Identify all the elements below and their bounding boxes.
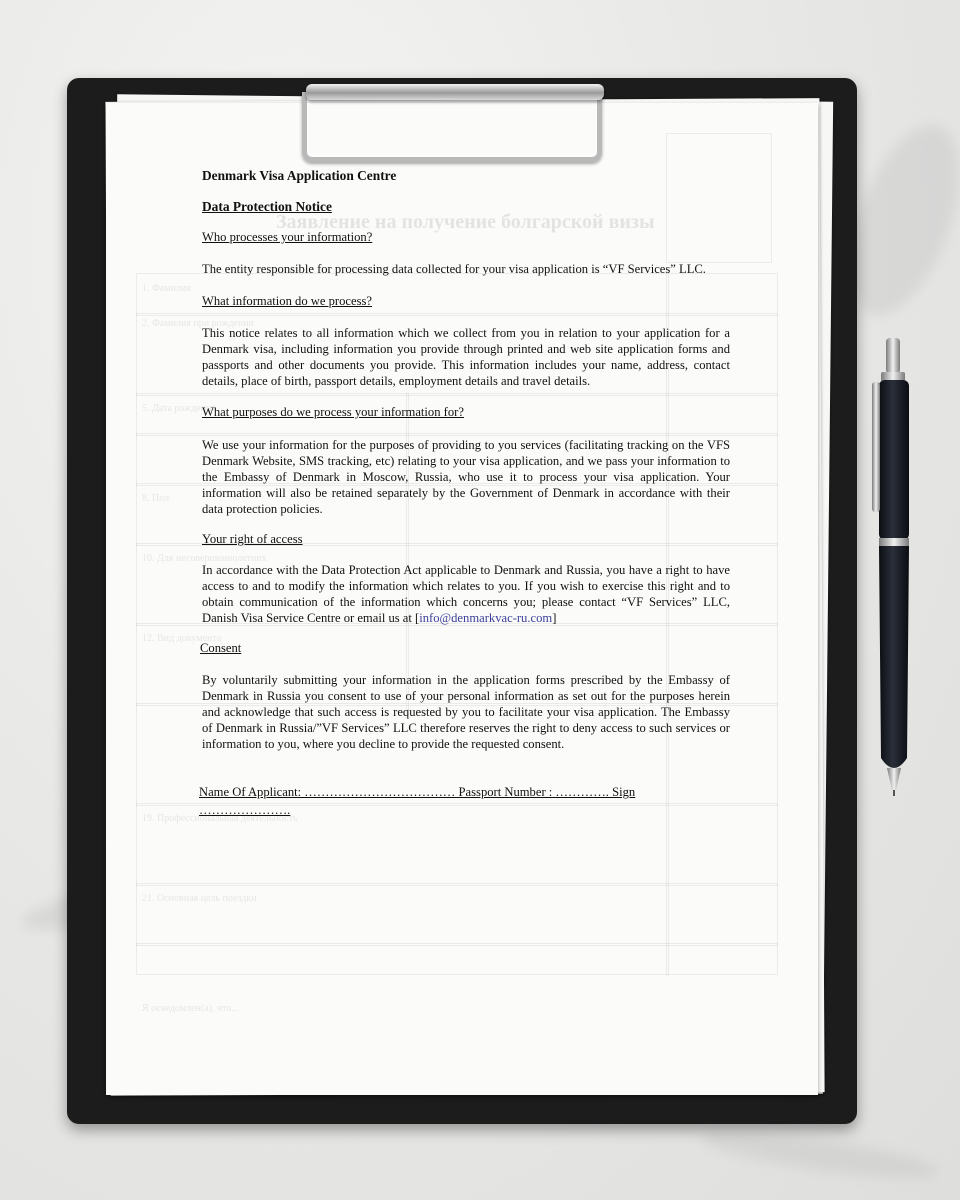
data-protection-notice	[199, 168, 730, 818]
section-body: The entity responsible for processing data collected for your visa application is “VF Services” LLC.	[202, 262, 706, 276]
section-heading: Consent	[200, 641, 242, 655]
document-title: Denmark Visa Application Centre	[202, 168, 397, 183]
signature-line-continued: ………………….	[199, 803, 291, 817]
section-body: By voluntarily submitting your information in the application forms prescribed by the Embassy of Denmark in Russia you consent to use of your personal information as set out for the purposes herein and acknowledge that such access is requested by you to facilitate your visa application. The Embassy of Denmark in Russia/”VF Services” LLC therefore reserves the right to deny access to such services or information to you, where you decline to provide the requested consent.	[202, 673, 730, 751]
access-text: In accordance with the Data Protection Act applicable to Denmark and Russia, you have a right to have access to and to modify the information which relates to you. If you wish to exercise this right and to obtain communication of the information which concerns you; please contact “VF Services” LLC, Danish Visa Service Centre or email us at [	[202, 563, 730, 625]
notice-title: Data Protection Notice	[202, 199, 332, 214]
signature-line: Name Of Applicant: ……………………………… Passport Number : …………. Sign	[199, 785, 636, 799]
access-text-end: ]	[552, 611, 557, 625]
section-heading: What information do we process?	[202, 294, 372, 308]
clip-bar	[306, 84, 604, 100]
pen-icon	[869, 338, 919, 798]
section-body: We use your information for the purposes of providing to you services (facilitating tracking on the VFS Denmark Website, SMS tracking, etc) relating to your visa application, and we pass your information to the Embassy of Denmark in Moscow, Russia, who use it to process your visa application. Your information will also be retained separately by the Government of Denmark in accordance with their data protection policies.	[202, 438, 730, 516]
clip-wire	[302, 92, 602, 162]
section-heading: Who processes your information?	[202, 230, 373, 244]
section-heading: Your right of access	[202, 532, 303, 546]
section-body: This notice relates to all information which we collect from you in relation to your application for a Denmark visa, including information you provide through printed and web site application forms and passports and other documents you provide. This information includes your name, address, contact details, place of birth, passport details, employment details and travel details.	[202, 326, 730, 388]
document-sheet: Заявление на получение болгарской визы 1. Фамилия 2. Фамилия при рождении 5. Дата рождения 8. Пол 10. Для несовершеннолетних 12. Вид документа 19. Профессиональная деятельность 21. Основная цель поездки Я осведомлен(а), что...	[106, 103, 818, 1095]
email-link[interactable]: info@denmarkvac-ru.com	[419, 611, 553, 625]
section-body	[202, 562, 730, 626]
section-heading: What purposes do we process your information for?	[202, 405, 464, 419]
clip-icon	[300, 84, 610, 166]
